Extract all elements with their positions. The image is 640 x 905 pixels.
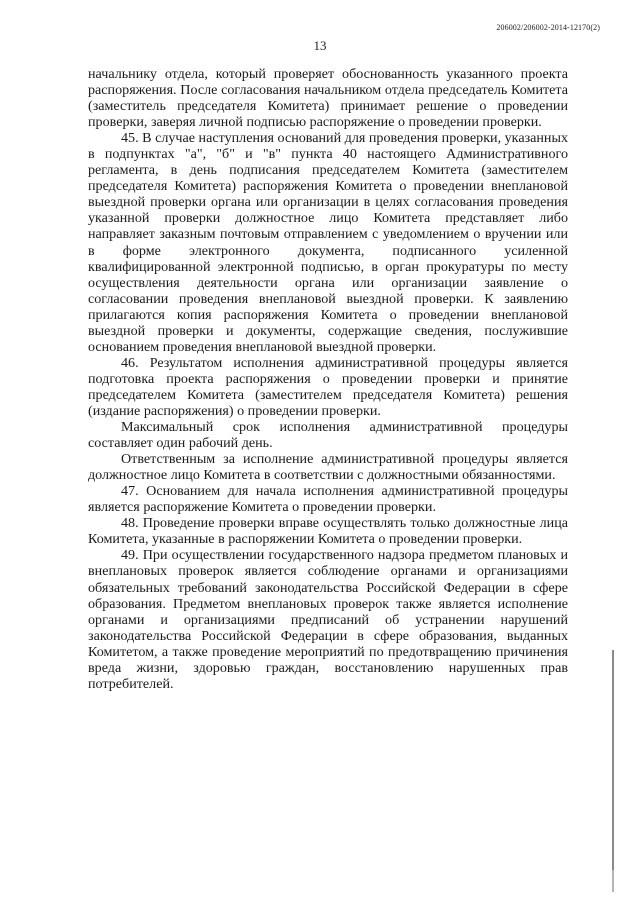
paragraph-47: 47. Основанием для начала исполнения административной процедуры является распоряжение Комитета о проведении проверки. (88, 483, 568, 516)
paragraph-max-term: Максимальный срок исполнения административной процедуры составляет один рабочий день. (88, 419, 568, 452)
scan-edge-line (612, 650, 614, 870)
paragraph-responsible: Ответственным за исполнение административной процедуры является должностное лицо Комитета в соответствии с должностными обязанностями. (88, 451, 568, 484)
document-registration-number: 206002/206002-2014-12170(2) (496, 23, 600, 32)
paragraph-48: 48. Проведение проверки вправе осуществлять только должностные лица Комитета, указанные в распоряжении Комитета о проведении проверки. (88, 515, 568, 548)
scan-edge-line-faint (612, 870, 614, 892)
paragraph-46: 46. Результатом исполнения административной процедуры является подготовка проекта распоряжения о проведении проверки и принятие председателем Комитета (заместителем председателя Комитета) решения (издание распоряжения) о проведении проверки. (88, 354, 568, 419)
paragraph-49: 49. При осуществлении государственного надзора предметом плановых и внеплановых проверок является соблюдение органами и организациями обязательных требований законодательства Российской Федерации в сфере образования. Предметом внеплановых проверок также является исполнение органами и организациями предписаний об устранении нарушений законодательства Российской Федерации в сфере образования, выданных Комитетом, а также проведение мероприятий по предотвращению причинения вреда жизни, здоровью граждан, восстановлению нарушенных прав потребителей. (88, 547, 568, 692)
document-body (88, 66, 568, 692)
paragraph-45: 45. В случае наступления оснований для проведения проверки, указанных в подпунктах "а", "б" и "в" пункта 40 настоящего Административного регламента, в день подписания председателем Комитета (заместителем председателя Комитета) распоряжения Комитета о проведении внеплановой выездной проверки органа или организации в целях согласования проведения указанной проверки должностное лицо Комитета представляет либо направляет заказным почтовым отправлением с уведомлением о вручении или в форме электронного документа, подписанного усиленной квалифицированной электронной подписью, в орган прокуратуры по месту осуществления деятельности органа или организации заявление о согласовании проведения внеплановой выездной проверки. К заявлению прилагаются копия распоряжения Комитета о проведении внеплановой выездной проверки и документы, содержащие сведения, послужившие основанием проведения внеплановой выездной проверки. (88, 130, 568, 355)
page-number: 13 (313, 38, 327, 53)
paragraph-continuation: начальнику отдела, который проверяет обоснованность указанного проекта распоряжения. После согласования начальником отдела председатель Комитета (заместитель председателя Комитета) принимает решение о проведении проверки, заверяя личной подписью распоряжение о проведении проверки. (88, 66, 568, 131)
